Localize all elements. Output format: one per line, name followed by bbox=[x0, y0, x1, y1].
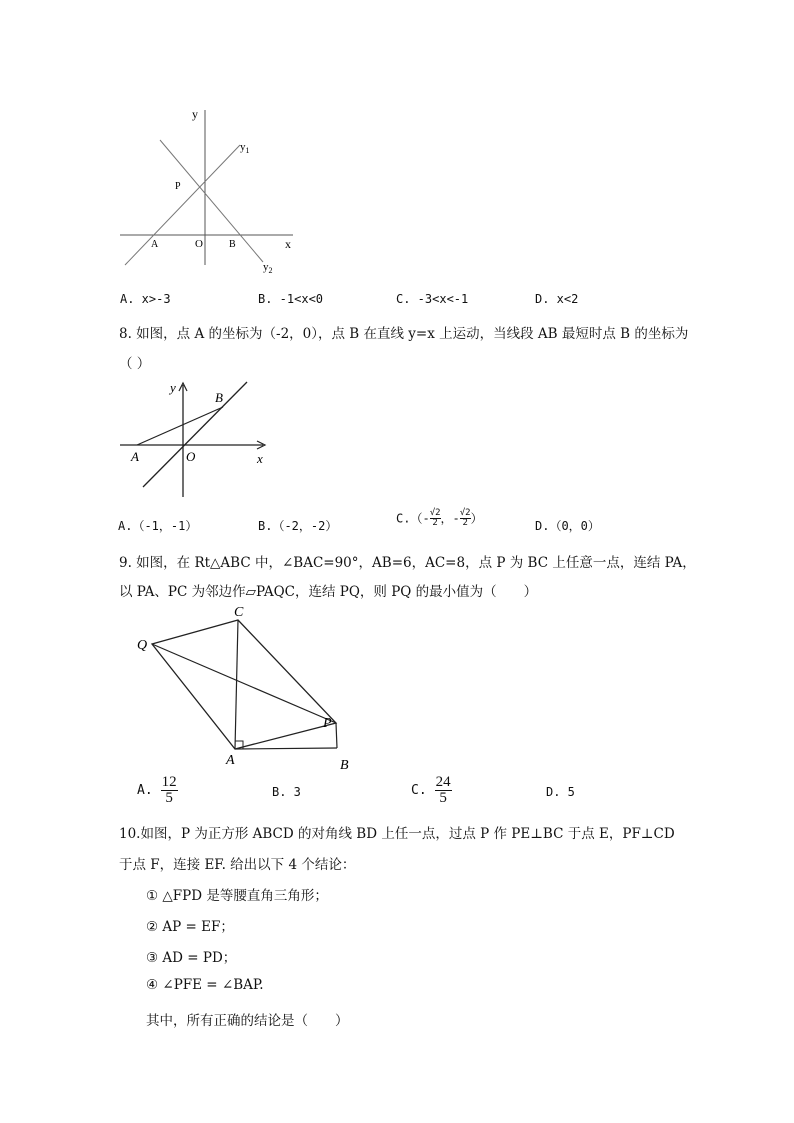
q9-option-c-label: C. bbox=[411, 783, 427, 798]
q8-figure bbox=[115, 375, 285, 505]
q8-stem-line1: 8. 如图，点 A 的坐标为（-2，0），点 B 在直线 y=x 上运动，当线段 AB 最短时点 B 的坐标为 bbox=[119, 326, 689, 342]
q7-label-x: x bbox=[285, 237, 291, 251]
q9-label-a: A bbox=[226, 753, 235, 768]
q7-label-y1: $y_1$ bbox=[240, 141, 250, 155]
q9-label-q: Q bbox=[137, 638, 148, 653]
q10-conclusion-3: ③ AD = PD； bbox=[146, 950, 237, 966]
q8-option-c-mid: ，- bbox=[440, 511, 460, 526]
q9-label-c: C bbox=[234, 605, 244, 620]
q9-label-p: P bbox=[323, 716, 332, 731]
q9-stem-line1: 9. 如图，在 Rt△ABC 中，∠BAC=90°，AB=6，AC=8，点 P 为 BC 上任意一点，连结 PA， bbox=[119, 555, 696, 571]
q8-option-b[interactable]: B.（-2，-2） bbox=[258, 519, 338, 533]
q10-stem-line1: 10.如图，P 为正方形 ABCD 的对角线 BD 上任一点，过点 P 作 PE⊥BC 于点 E，PF⊥CD bbox=[119, 826, 675, 842]
q8-stem-line2: （ ） bbox=[119, 356, 151, 372]
q10-conclusion-1: ① △FPD 是等腰直角三角形； bbox=[146, 888, 328, 904]
q7-option-c[interactable]: C. -3<x<-1 bbox=[396, 292, 469, 306]
q10-conclusion-4: ④ ∠PFE = ∠BAP. bbox=[146, 977, 264, 993]
q9-stem-line2: 以 PA、PC 为邻边作▱PAQC，连结 PQ，则 PQ 的最小值为（ ） bbox=[119, 584, 538, 600]
q9-option-a[interactable] bbox=[137, 775, 178, 806]
q8-option-c-frac1-den: 2 bbox=[432, 518, 438, 529]
q9-option-a-den: 5 bbox=[165, 790, 173, 806]
q8-option-c-frac1-num: √2 bbox=[429, 508, 441, 518]
q8-option-c-frac2-num: √2 bbox=[459, 508, 471, 518]
q9-option-c[interactable] bbox=[411, 775, 452, 806]
q7-label-p: P bbox=[175, 181, 181, 192]
q8-line-y-eq-x bbox=[143, 382, 247, 487]
q9-segment-qp bbox=[152, 644, 336, 723]
q8-option-c-frac2 bbox=[460, 509, 471, 529]
q9-segment-pb bbox=[336, 723, 337, 748]
q7-option-b[interactable]: B. -1<x<0 bbox=[258, 292, 324, 306]
q9-segment-ac bbox=[235, 620, 238, 749]
q9-option-b[interactable]: B. 3 bbox=[272, 785, 301, 799]
q9-option-a-label: A. bbox=[137, 783, 153, 798]
q8-option-c-suffix: ） bbox=[470, 511, 483, 526]
q9-figure bbox=[130, 603, 360, 773]
q8-label-y: y bbox=[170, 380, 176, 395]
q8-option-c-frac1 bbox=[430, 509, 441, 529]
q7-option-d[interactable]: D. x<2 bbox=[535, 292, 579, 306]
q8-segment-ab bbox=[137, 407, 223, 445]
q9-label-b: B bbox=[340, 758, 349, 773]
q8-option-d[interactable]: D.（0，0） bbox=[535, 519, 600, 533]
q7-label-o: O bbox=[195, 238, 203, 250]
q9-option-a-frac bbox=[161, 775, 178, 806]
q9-segment-ab bbox=[235, 748, 337, 749]
q7-line-y1 bbox=[125, 145, 240, 265]
q8-label-x: x bbox=[257, 451, 263, 466]
q7-option-a[interactable]: A. x>-3 bbox=[120, 292, 171, 306]
q8-option-c-frac2-den: 2 bbox=[462, 518, 468, 529]
q7-label-y2: $y_2$ bbox=[263, 261, 273, 275]
q7-label-a: A bbox=[151, 239, 159, 250]
q10-footer: 其中，所有正确的结论是（ ） bbox=[146, 1013, 349, 1029]
q9-parallelogram bbox=[152, 620, 336, 749]
q9-option-c-num: 24 bbox=[435, 774, 451, 790]
q7-line-y2 bbox=[160, 140, 263, 262]
q8-option-c-prefix: C.（- bbox=[396, 511, 430, 526]
q7-label-y: y bbox=[192, 107, 198, 121]
q7-figure bbox=[115, 100, 315, 280]
q8-label-b: B bbox=[215, 390, 223, 405]
q8-label-a: A bbox=[131, 449, 139, 464]
q9-option-c-den: 5 bbox=[439, 790, 447, 806]
q8-label-o: O bbox=[186, 449, 196, 464]
q9-option-d[interactable]: D. 5 bbox=[546, 785, 575, 799]
q9-option-c-frac bbox=[435, 775, 452, 806]
q8-option-c[interactable] bbox=[396, 509, 483, 529]
q9-option-a-num: 12 bbox=[161, 774, 177, 790]
q7-label-b: B bbox=[229, 239, 236, 250]
q10-conclusion-2: ② AP = EF； bbox=[146, 919, 234, 935]
q10-stem-line2: 于点 F，连接 EF. 给出以下 4 个结论： bbox=[119, 857, 356, 873]
q8-option-a[interactable]: A.（-1，-1） bbox=[118, 519, 198, 533]
